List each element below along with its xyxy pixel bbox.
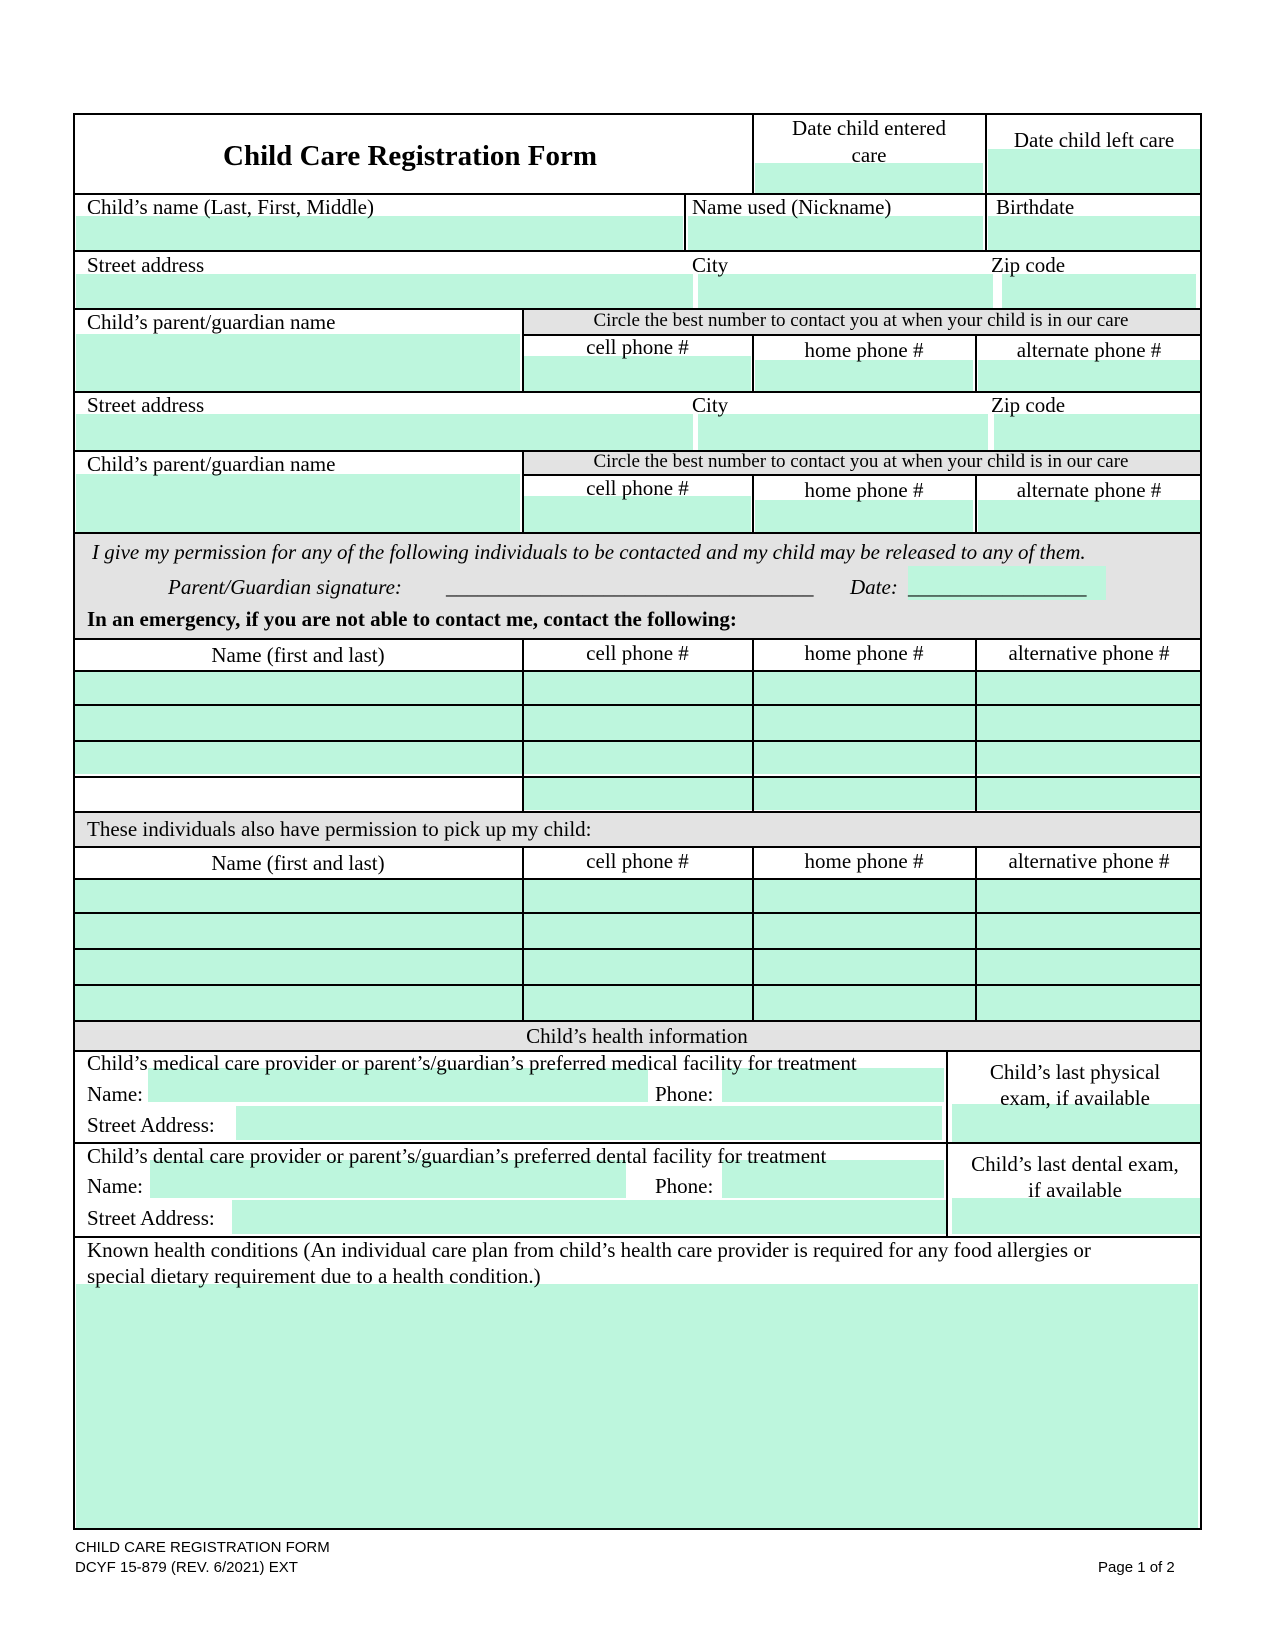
rule [752, 113, 754, 195]
outer-right [1200, 113, 1202, 1530]
known-conditions-field[interactable] [76, 1284, 1198, 1528]
guardian2-home-field[interactable] [755, 500, 973, 532]
rule [985, 113, 987, 252]
city-field[interactable] [698, 274, 993, 308]
date-entered-label-line1: Date child entered [792, 116, 946, 140]
footer-page-number: Page 1 of 2 [1098, 1559, 1175, 1576]
signature-date-label: Date: [850, 575, 898, 599]
signature-label: Parent/Guardian signature: [168, 575, 402, 599]
footer-form-number: DCYF 15-879 (REV. 6/2021) EXT [75, 1559, 298, 1576]
guardian-zip-label: Zip code [991, 393, 1066, 417]
rule [73, 740, 1202, 742]
outer-top [73, 113, 1202, 115]
emergency-row-4[interactable] [524, 778, 1200, 810]
dental-provider-label: Child’s dental care provider or parent’s/guardian’s preferred dental facility for treatment [87, 1144, 827, 1168]
last-dental-field[interactable] [952, 1198, 1200, 1234]
rule [752, 474, 754, 534]
last-dental-label-line1: Child’s last dental exam, [971, 1152, 1179, 1176]
date-entered-label [755, 115, 983, 169]
rule [684, 193, 686, 252]
emergency-row-1[interactable] [74, 672, 1200, 704]
pickup-cell-header: cell phone # [586, 849, 689, 873]
rule [752, 846, 754, 1022]
guardian1-alt-label: alternate phone # [1016, 338, 1162, 362]
rule [73, 638, 1202, 640]
outer-left [73, 113, 75, 1530]
rule [73, 846, 1202, 848]
guardian2-cell-label: cell phone # [586, 476, 689, 500]
rule [73, 948, 1202, 950]
pickup-row-2[interactable] [74, 914, 1200, 948]
zip-label: Zip code [991, 253, 1066, 277]
rule [73, 811, 1202, 813]
last-physical-label [950, 1059, 1200, 1111]
rule [975, 334, 977, 393]
guardian-street-address-field[interactable] [76, 414, 693, 450]
rule [73, 670, 1202, 672]
medical-phone-label: Phone: [655, 1082, 714, 1106]
medical-address-label: Street Address: [87, 1113, 215, 1137]
guardian1-cell-label: cell phone # [586, 335, 689, 359]
guardian-city-field[interactable] [698, 414, 988, 450]
known-conditions-label-line1: Known health conditions (An individual care plan from child’s health care provider is required for any food allergies or [87, 1238, 1091, 1262]
rule [946, 1050, 948, 1238]
guardian1-home-label: home phone # [804, 338, 924, 362]
rule [73, 704, 1202, 706]
date-left-label: Date child left care [1013, 128, 1175, 152]
guardian-street-address-label: Street address [87, 393, 205, 417]
guardian1-alt-field[interactable] [978, 360, 1200, 391]
rule [73, 250, 1202, 252]
pickup-heading: These individuals also have permission to pick up my child: [87, 817, 592, 841]
guardian1-cell-field[interactable] [524, 356, 751, 391]
rule [752, 638, 754, 813]
child-name-label: Child’s name (Last, First, Middle) [87, 195, 374, 219]
rule [73, 878, 1202, 880]
rule [975, 474, 977, 534]
guardian2-home-label: home phone # [804, 478, 924, 502]
dental-address-label: Street Address: [87, 1206, 215, 1230]
date-left-field[interactable] [988, 149, 1200, 193]
guardian2-name-field[interactable] [76, 474, 520, 532]
guardian1-circle-label: Circle the best number to contact you at when your child is in our care [593, 310, 1129, 331]
guardian2-circle-label: Circle the best number to contact you at when your child is in our care [593, 451, 1129, 472]
emergency-row-2[interactable] [74, 706, 1200, 740]
guardian2-cell-field[interactable] [524, 496, 751, 532]
guardian1-name-label: Child’s parent/guardian name [87, 310, 336, 334]
medical-provider-label: Child’s medical care provider or parent’s/guardian’s preferred medical facility for treatment [87, 1051, 857, 1075]
rule [73, 1020, 1202, 1022]
pickup-row-3[interactable] [74, 950, 1200, 984]
pickup-name-header: Name (first and last) [211, 851, 385, 875]
rule [752, 334, 754, 393]
last-dental-label [950, 1151, 1200, 1203]
signature-line[interactable]: ___________________________________ [446, 575, 814, 599]
rule [73, 984, 1202, 986]
emergency-heading: In an emergency, if you are not able to contact me, contact the following: [87, 607, 737, 631]
rule [975, 846, 977, 1022]
medical-name-label: Name: [87, 1082, 143, 1106]
pickup-alt-header: alternative phone # [1008, 849, 1170, 873]
guardian2-alt-field[interactable] [978, 500, 1200, 532]
dental-name-label: Name: [87, 1174, 143, 1198]
permission-statement: I give my permission for any of the following individuals to be contacted and my child may be released to any of them. [92, 540, 1086, 564]
form-title: Child Care Registration Form [223, 140, 597, 172]
pickup-row-4[interactable] [74, 986, 1200, 1020]
emergency-name-header: Name (first and last) [211, 643, 385, 667]
child-name-field[interactable] [76, 216, 683, 250]
emergency-row-3[interactable] [74, 742, 1200, 774]
last-physical-label-line1: Child’s last physical [989, 1060, 1161, 1084]
rule [73, 912, 1202, 914]
guardian1-home-field[interactable] [755, 360, 973, 391]
emergency-cell-header: cell phone # [586, 641, 689, 665]
last-dental-label-line2: if available [1028, 1178, 1122, 1202]
medical-address-field[interactable] [236, 1106, 942, 1140]
pickup-row-1[interactable] [74, 880, 1200, 912]
street-address-label: Street address [87, 253, 205, 277]
emergency-home-header: home phone # [804, 641, 924, 665]
birthdate-label: Birthdate [996, 195, 1075, 219]
emergency-alt-header: alternative phone # [1008, 641, 1170, 665]
pickup-home-header: home phone # [804, 849, 924, 873]
dental-address-field[interactable] [232, 1200, 946, 1234]
date-entered-label-line2: care [851, 143, 887, 167]
nickname-label: Name used (Nickname) [692, 195, 892, 219]
rule [975, 638, 977, 813]
dental-phone-label: Phone: [655, 1174, 714, 1198]
signature-date-line: _________________ [908, 575, 1087, 599]
zip-field[interactable] [1002, 274, 1196, 308]
known-conditions-label-line2: special dietary requirement due to a health condition.) [87, 1264, 541, 1288]
footer-form-name: CHILD CARE REGISTRATION FORM [75, 1539, 330, 1556]
guardian-zip-field[interactable] [994, 414, 1200, 450]
birthdate-field[interactable] [988, 216, 1200, 250]
outer-bottom [73, 1528, 1202, 1530]
rule [73, 532, 1202, 534]
health-heading: Child’s health information [526, 1024, 748, 1048]
rule [73, 776, 1202, 778]
street-address-field[interactable] [76, 274, 693, 308]
guardian1-name-field[interactable] [76, 334, 520, 391]
last-physical-label-line2: exam, if available [1000, 1086, 1150, 1110]
nickname-field[interactable] [688, 216, 983, 250]
guardian2-alt-label: alternate phone # [1016, 478, 1162, 502]
guardian2-name-label: Child’s parent/guardian name [87, 452, 336, 476]
city-label: City [692, 253, 729, 277]
guardian-city-label: City [692, 393, 729, 417]
